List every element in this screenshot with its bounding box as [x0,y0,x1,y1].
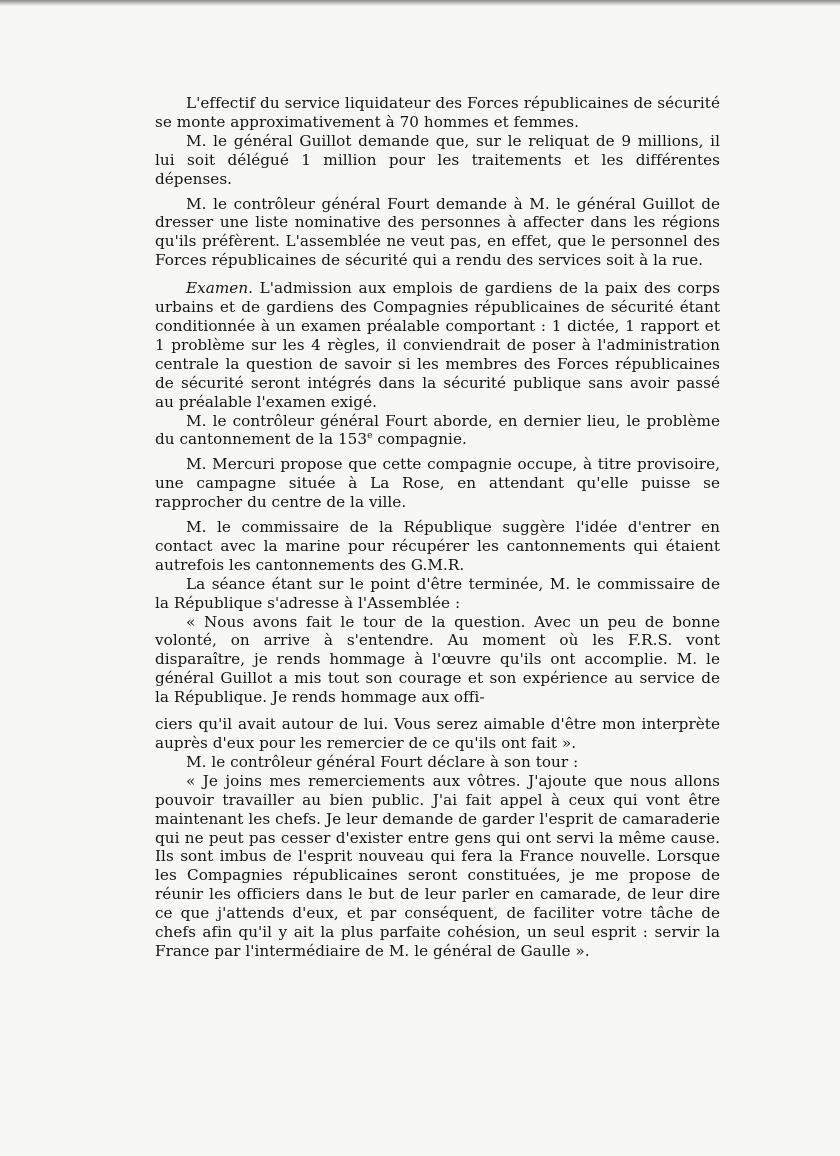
cantonnement-text-b: compagnie. [372,430,467,449]
scan-edge [0,0,840,6]
paragraph-fourt-speech: « Je joins mes remerciements aux vôtres. J'ajoute que nous allons pouvoir travailler au bien public. J'ai fait appel à ceux qui vont être maintenant les chefs. Je leur demande de garder l'esprit de camaraderie qui ne peut pas cesser d'exister entre gens qui ont servi la même cause. Ils sont imbus de l'esprit nouveau qui fera la France nouvelle. Lorsque les Compagnies républicaines seront constituées, je me propose de réunir les officiers dans le but de leur parler en camarade, de leur dire ce que j'attends d'eux, et par conséquent, de faciliter votre tâche de chefs afin qu'il y ait la plus parfaite cohésion, un seul esprit : servir la France par l'intermédiaire de M. le général de Gaulle ». [155,771,720,960]
paragraph-cantonnement [155,412,720,450]
paragraph-seance: La séance étant sur le point d'être terminée, M. le commissaire de la République s'adresse à l'Assemblée : [155,574,720,612]
paragraph-fourt-declares: M. le contrôleur général Fourt déclare à son tour : [186,752,579,771]
examen-body: L'admission aux emplois de gardiens de la paix des corps urbains et de gardiens des Compagnies républicaines de sécurité étant conditionnée à un examen préalable comportant : 1 dictée, 1 rapport et 1 problème sur les 4 règles, il conviendrait de poser à l'administration centrale la question de savoir si les membres des Forces républicaines de sécurité seront intégrés dans la sécurité publique sans avoir passé au préalable l'examen exigé. [155,279,720,411]
cantonnement-text-a: M. le contrôleur général Fourt aborde, en dernier lieu, le problème du cantonnement de la 153 [155,411,720,449]
paragraph-commissaire-marine: M. le commissaire de la République suggère l'idée d'entrer en contact avec la marine pour récupérer les cantonnements qui étaient autrefois les cantonnements des G.M.R. [155,518,720,574]
paragraph-mercuri: M. Mercuri propose que cette compagnie occupe, à titre provisoire, une campagne située à La Rose, en attendant qu'elle puisse se rapprocher du centre de la ville. [155,455,720,512]
examen-label: Examen. [186,279,254,298]
paragraph-fourt-list: M. le contrôleur général Fourt demande à M. le général Guillot de dresser une liste nominative des personnes à affecter dans les régions qu'ils préfèrent. L'assemblée ne veut pas, en effet, que le personnel des Forces républicaines de sécurité qui a rendu des services soit à la rue. [155,194,720,270]
paragraph-commissaire-speech-cont: ciers qu'il avait autour de lui. Vous serez aimable d'être mon interprète auprès d'eux pour les remercier de ce qu'ils ont fait ». [155,715,720,752]
paragraph-examen [155,279,720,411]
paragraph-guillot-request: M. le général Guillot demande que, sur le reliquat de 9 millions, il lui soit délégué 1 million pour les traitements et les différentes dépenses. [155,131,720,188]
paragraph-commissaire-speech: « Nous avons fait le tour de la question. Avec un peu de bonne volonté, on arrive à s'entendre. Au moment où les F.R.S. vont disparaître, je rends hommage à l'œuvre qu'ils ont accomplie. M. le général Guillot a mis tout son courage et son expérience au service de la République. Je rends hommage aux offi- [155,612,720,707]
paragraph-effectif: L'effectif du service liquidateur des Forces républicaines de sécurité se monte approximativement à 70 hommes et femmes. [155,94,720,131]
document-page [155,94,720,961]
ordinal-superscript: e [367,431,373,442]
